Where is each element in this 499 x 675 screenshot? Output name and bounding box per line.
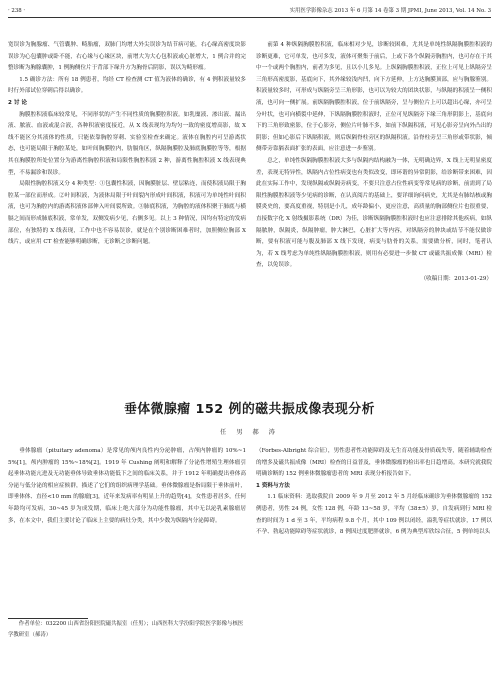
affiliation-note: 作者单位：032200 山西省汾阳医院磁共振室（任男）；山西医科大学汾阳学院医学影像与核医学教研室（郝涛） [8,621,244,638]
section-heading: 2 讨 论 [8,99,27,106]
header-rule [8,17,491,18]
article-title: 垂体微腺瘤 152 例的磁共振成像表现分析 [124,402,375,417]
paragraph: 宽误诊为胸腺瘤、气管囊肿、畸胎瘤，双肺门均增大外尖误诊为结节病可能，右心缘高密度块影误诊为心包囊肿或卧不能，右心缘与心缘区块，前增大为大心包积液或心脏增大，1 例合并的完整诊断为胸腺囊肿，1 例胸侧位片于背部下缘升方为胸骨后阴影，误以为畸形瘤。 [8,42,246,72]
footnote [8,619,248,640]
bottom-left-column [8,446,246,527]
journal-citation: 实用医学影像杂志 2013 年 6 月第 14 卷第 3 期 JPMI, June 2013, Vol. 14 No. 3 [289,8,491,14]
top-right-column [256,40,492,285]
article-authors: 任 男 郝 涛 [220,429,279,436]
paragraph: 1.5 确诊方法：所有 18 例患者，均经 CT 检查测 CT 值为液体的确诊，有 4 例积液量较多时行外部试位穿刺后得以确诊。 [8,76,246,95]
bottom-right-column [256,446,492,539]
top-left-column [8,40,246,249]
paragraph: 局限性胸腔积液又分 4 种类型：①包囊性积液，因胸膜脏层、壁层粘连，而使积液局限于胸腔某一部位而形成。②叶间积液，为液体局限于叶间裂内形成叶间积液，积液可为单纯性叶间积液，也可为胸腔内的游离积液体部伸入叶间裂所致。③肺底积液，为胸腔的液体积聚于肺底与横膈之间而形成肺底积液，常单发，双侧发病少见，右侧多见。以上 3 种情况，因均有特定的发病部位，有独特的 X 线表现，工作中也不容易误诊，就是在个别诊断困难者时，加照侧位胸部 X 线片，或应用 CT 检查能够明确诊断，无诊断之诊断问题。 [8,181,246,246]
paragraph: （Forbes-Albright 综合征），男性患者性功能障碍及无生育功能及骨质疏失等，随着辅助检查的增多及磁共振成像（MRI）检查的日益普及，垂体微腺瘤的检出率也日趋增高。本研究就我院明确诊断的 152 例垂体微腺瘤患者的 MRI 表现分析报告如下。 [256,448,492,478]
page-number: · 238 · [8,8,26,14]
received-date: （收稿日期：2013-01-29） [420,275,492,282]
paragraph: 胸膜腔积液临床较常见，不同形状的产生不同性质的胸膜腔积液。如乳糜液、渗出液、漏出液、脓液、血液或混合液，各种积液密度接近，从 X 线表现均为均匀一致的密度增高影，故 X 线不能区分其液体的性质，只能依靠胸腔穿刺、实验室检查来确定。液体在胸腔内可呈游离状态，也可能局限于胸腔某处，如叶间胸膜腔内，肋膈角区，纵隔胸膜腔及肺底胸膜腔等等，根据其在胸膜腔所处位置分为游离性胸腔积液和局限性胸腔积液 2 种，游离性胸腔积液 X 线表现典型，不易漏诊和误诊。 [8,111,246,176]
paragraph: 1.1 临床资料：选取我院自 2009 年 9 月至 2012 年 5 月经临床确诊为垂体微腺瘤的 152 例患者，男性 24 例，女性 128 例，年龄 13~58 岁，平均（38±5）岁，自发病到行 MRI 检查的时间为 1 d 至 3 年，平均病程 9.8 个月，其中 109 例以闭经，溢乳等症状就诊，17 例以不孕、勃起功能障碍等症状就诊，8 例因过度肥胖就诊，6 例为典型库欣综合征，5 例单纯以头 [256,494,492,536]
paragraph: 垂体腺瘤（pituitary adenoma）是常见的颅内良性内分泌肿瘤，占颅内肿瘤的 10%~15%[1]，颅内肿瘤的 15%~18%[2]。1919 年 Cushing 阐明和解释了分泌性增殖生理体瘤引起垂体功能亢进及无功能垂体导致垂体功能低下之间的临床关系，并于 1912 年明确提出垂体高分泌与低分泌的相应症候群，描述了它们的组织病理学基础。垂体微腺瘤是指局限于垂体前叶，即垂体体、直径<10 mm 的腺瘤[3]，近年来发病率有明显上升的趋势[4]，女性患者居多，任何年龄均可发病，30~45 岁为成发期，临床上绝大部分为功能性腺瘤，其中无以泌乳素腺瘤居多，在本文中，我们主要讨论了临床上主要的病灶分类，其中少数为纵隔内分泌障碍。 [8,448,246,524]
running-header [8,6,491,16]
paragraph: 前第 4 种纵隔胸膜腔积液，临床相对少见，诊断较困难，尤其是单纯性纵隔胸膜腔积液的诊断更难，它可单发，也可多发，液体可聚集于前后，上或下各个纵隔旁胸腔内，也可存在于其中一个或两个胸腔内，前者为多见，且以小儿多见。上纵隔胸膜腔积液，正位上可见上纵隔旁呈三角形高密度影，基底向下，其外缘较浅内凹，向下方延伸，上方达胸膜顶部，应与胸腺鉴别。积液量较多时，可形成与纵隔旁呈三角形影，也可以为较大的团块状影，与纵隔的积液呈一侧积液，也可向一侧扩展。前纵隔胸膜腔积液，位于前纵隔旁，呈与侧位片上可以超出心缘，亦可呈分叶状，也可向横裂中延伸，下纵隔胸膜腔积液时，正位可见纵隔旁下缘三角形阴影上，基底向下的三角形致密影，位于心影旁，侧位片叶肺不多，如前下纵隔积液，可见心影旁呈向外凸出的阴影；但如心影后下纵隔积液，则后纵隔脊柱旁区的纵隔积液。沿脊柱旁呈三角形或带状影，倾侧带旁靠膈表面扩张的表面，应注意进一步鉴别。 [256,42,492,153]
section-heading: 1 资料与方法 [256,482,290,489]
paragraph: 总之，单纯性纵隔胸膜腔积液大多与纵隔内结构融为一体，无明确边界，X 线上无明显密度差，表现无特异性，纵隔内占位性病变也有类似改变，即环谐的异常阴影，给诊断带来困难，因此在实际工作中，发现纵隔或纵隔旁病变，不要只注意占位性病变等常见病的诊断，前需到了局限性胸膜腔积液等少见病的诊断，在认真阅片的基础上，要详细询问病史，尤其是有肺结核或胸膜炎史的，要高度重视，特别是小儿，成年龄偏小，更应注意，高质量的胸部侧位片也很重要，直接数字化 X 射线摄影系统（DR）为佳，诊断纵隔胸膜腔积液时也应注意排除其他疾病，如纵隔脓肿，纵隔炎，纵隔肿瘤，肿大淋巴，心脏扩大等内容，对纵隔旁的肿块或结节不能仅做诊断，要有积液可能与腹及肺部 X 线下发现，病变与肋骨的关系，需要做分析，同时，笔者认为，若 X 线考虑为单纯性纵隔胸膜腔积液，则用有必要进一步做 CT 或磁共振成像（MRI）检查，以免误诊。 [256,157,492,269]
